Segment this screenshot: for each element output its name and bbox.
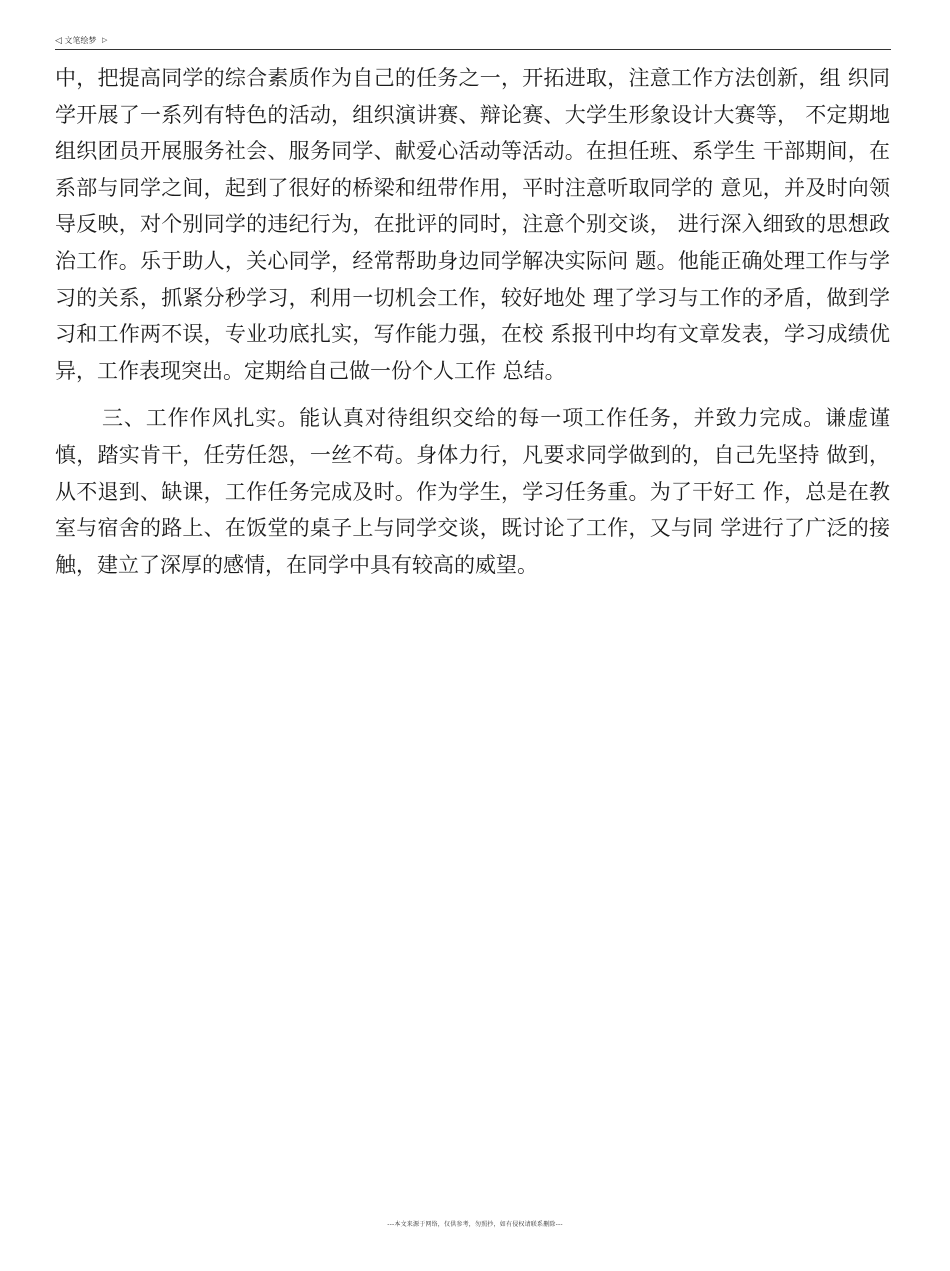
paragraph-work-style: 三、工作作风扎实。能认真对待组织交给的每一项工作任务，并致力完成。谦虚谨慎，踏实肯干，任劳任怨，一丝不苟。身体力行，凡要求同学做到的，自己先坚持 做到，从不退到、缺课，工作任务完成及时。作为学生，学习任务重。为了干好工 作，总是在教室与宿舍的路上、在饭堂的桌子上与同学交谈，既讨论了工作，又与同 学进行了广泛的接触，建立了深厚的感情，在同学中具有较高的威望。	[55, 406, 890, 577]
left-triangle-icon: ◁	[55, 36, 62, 46]
header-brand: 文笔绘梦	[64, 36, 97, 45]
paragraph-continued: 中，把提高同学的综合素质作为自己的任务之一，开拓进取，注意工作方法创新，组 织同学开展了一系列有特色的活动，组织演讲赛、辩论赛、大学生形象设计大赛等， 不定期地组织团员开展服务社会、服务同学、献爱心活动等活动。在担任班、系学生 干部期间，在系部与同学之间，起到了很好的桥梁和纽带作用，平时注意听取同学的 意见，并及时向领导反映，对个别同学的违纪行为，在批评的同时，注意个别交谈， 进行深入细致的思想政治工作。乐于助人，关心同学，经常帮助身边同学解决实际问 题。他能正确处理工作与学习的关系，抓紧分秒学习，利用一切机会工作，较好地处 理了学习与工作的矛盾，做到学习和工作两不误，专业功底扎实，写作能力强，在校 系报刊中均有文章发表，学习成绩优异，工作表现突出。定期给自己做一份个人工作 总结。	[55, 66, 890, 383]
right-triangle-icon: ▷	[102, 36, 108, 44]
page-header	[55, 34, 891, 50]
footer-disclaimer: ---本文来源于网络，仅供参考，勿照抄，如有侵权请联系删除---	[387, 1221, 563, 1228]
document-body	[55, 60, 890, 583]
